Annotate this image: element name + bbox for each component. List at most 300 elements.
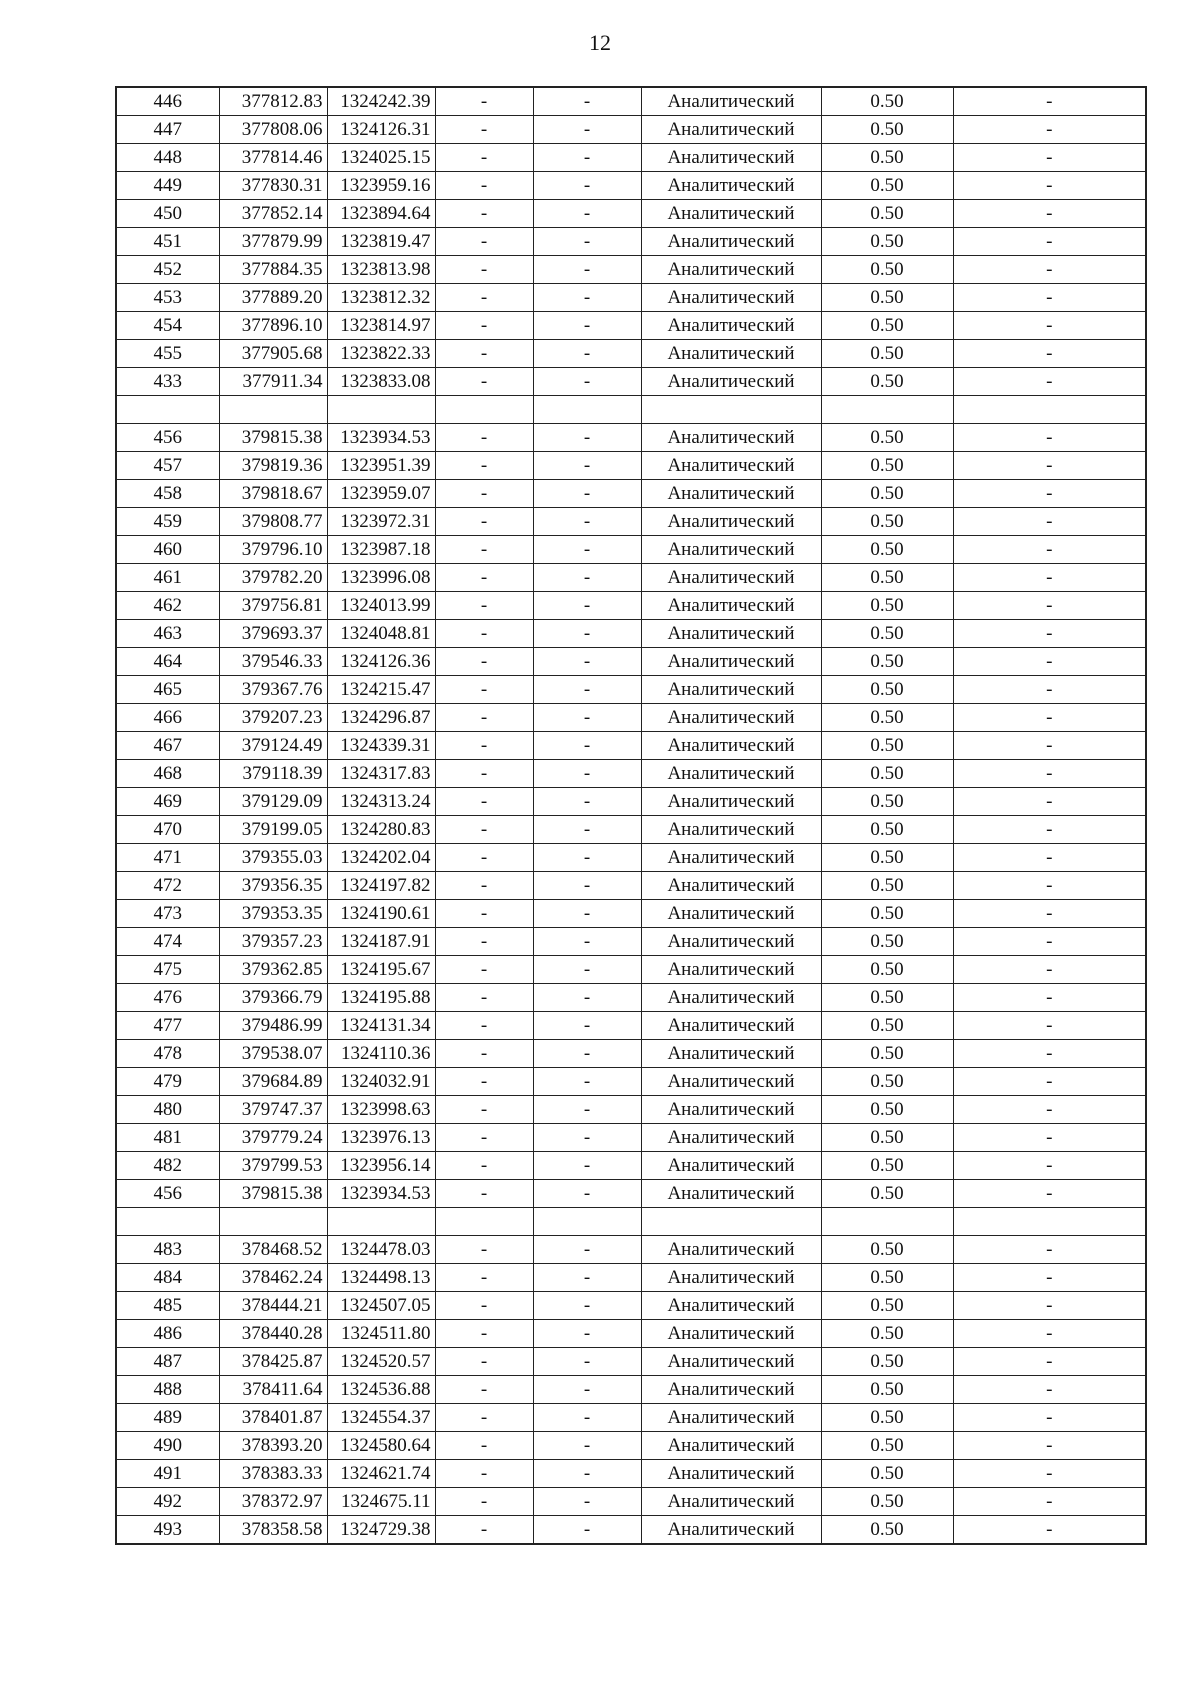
x-coordinate-cell: 379756.81 [219,592,327,620]
dash-cell: - [533,844,641,872]
dash-cell: - [953,1460,1146,1488]
accuracy-cell: 0.50 [821,732,953,760]
point-number-cell: 477 [116,1012,219,1040]
accuracy-cell: 0.50 [821,704,953,732]
dash-cell: - [435,1320,533,1348]
dash-cell: - [533,87,641,116]
point-number-cell: 466 [116,704,219,732]
table-row [116,1376,1146,1404]
accuracy-cell: 0.50 [821,648,953,676]
dash-cell: - [435,1180,533,1208]
dash-cell: - [953,564,1146,592]
point-number-cell: 472 [116,872,219,900]
page-number: 12 [589,30,611,55]
dash-cell: - [953,620,1146,648]
dash-cell: - [533,144,641,172]
dash-cell: - [435,760,533,788]
point-number-cell: 453 [116,284,219,312]
dash-cell [953,396,1146,424]
table-row [116,116,1146,144]
dash-cell: - [953,1236,1146,1264]
dash-cell: - [435,1096,533,1124]
y-coordinate-cell: 1324242.39 [327,87,435,116]
x-coordinate-cell: 379796.10 [219,536,327,564]
method-cell: Аналитический [641,1320,821,1348]
dash-cell: - [435,648,533,676]
point-number-cell: 447 [116,116,219,144]
point-number-cell: 446 [116,87,219,116]
y-coordinate-cell: 1323956.14 [327,1152,435,1180]
accuracy-cell: 0.50 [821,144,953,172]
x-coordinate-cell: 378444.21 [219,1292,327,1320]
x-coordinate-cell: 379779.24 [219,1124,327,1152]
method-cell: Аналитический [641,956,821,984]
dash-cell: - [953,900,1146,928]
dash-cell: - [953,872,1146,900]
dash-cell: - [435,1124,533,1152]
x-coordinate-cell: 379486.99 [219,1012,327,1040]
point-number-cell: 487 [116,1348,219,1376]
dash-cell: - [533,1516,641,1545]
y-coordinate-cell: 1323813.98 [327,256,435,284]
x-coordinate-cell: 379747.37 [219,1096,327,1124]
dash-cell: - [953,956,1146,984]
dash-cell: - [435,592,533,620]
dash-cell: - [435,1012,533,1040]
dash-cell: - [953,200,1146,228]
dash-cell: - [435,172,533,200]
y-coordinate-cell: 1323951.39 [327,452,435,480]
table-row [116,788,1146,816]
table-row [116,620,1146,648]
method-cell: Аналитический [641,788,821,816]
method-cell: Аналитический [641,1152,821,1180]
y-coordinate-cell: 1324215.47 [327,676,435,704]
dash-cell: - [435,536,533,564]
point-number-cell: 455 [116,340,219,368]
table-row [116,508,1146,536]
dash-cell: - [435,956,533,984]
dash-cell: - [533,816,641,844]
point-number-cell: 464 [116,648,219,676]
method-cell: Аналитический [641,732,821,760]
table-row [116,928,1146,956]
x-coordinate-cell: 377852.14 [219,200,327,228]
dash-cell: - [533,1488,641,1516]
dash-cell: - [953,928,1146,956]
y-coordinate-cell: 1323976.13 [327,1124,435,1152]
dash-cell: - [953,1432,1146,1460]
dash-cell: - [533,116,641,144]
table-row [116,564,1146,592]
method-cell: Аналитический [641,1432,821,1460]
dash-cell: - [533,284,641,312]
dash-cell: - [533,648,641,676]
point-number-cell: 473 [116,900,219,928]
y-coordinate-cell: 1323934.53 [327,424,435,452]
dash-cell: - [435,87,533,116]
dash-cell: - [953,1348,1146,1376]
x-coordinate-cell [219,1208,327,1236]
method-cell: Аналитический [641,340,821,368]
y-coordinate-cell: 1323987.18 [327,536,435,564]
y-coordinate-cell: 1324580.64 [327,1432,435,1460]
y-coordinate-cell: 1324507.05 [327,1292,435,1320]
x-coordinate-cell: 377889.20 [219,284,327,312]
dash-cell: - [435,1292,533,1320]
dash-cell: - [435,564,533,592]
table-row [116,872,1146,900]
accuracy-cell: 0.50 [821,844,953,872]
y-coordinate-cell: 1324195.67 [327,956,435,984]
dash-cell: - [435,1432,533,1460]
method-cell: Аналитический [641,312,821,340]
dash-cell: - [533,704,641,732]
y-coordinate-cell: 1323894.64 [327,200,435,228]
y-coordinate-cell: 1323934.53 [327,1180,435,1208]
point-number-cell: 485 [116,1292,219,1320]
accuracy-cell: 0.50 [821,1376,953,1404]
x-coordinate-cell: 379118.39 [219,760,327,788]
method-cell: Аналитический [641,200,821,228]
dash-cell: - [953,1040,1146,1068]
x-coordinate-cell: 379546.33 [219,648,327,676]
dash-cell: - [435,620,533,648]
point-number-cell: 459 [116,508,219,536]
accuracy-cell: 0.50 [821,676,953,704]
point-number-cell: 456 [116,424,219,452]
dash-cell: - [953,844,1146,872]
method-cell: Аналитический [641,452,821,480]
x-coordinate-cell: 378440.28 [219,1320,327,1348]
dash-cell: - [533,788,641,816]
y-coordinate-cell: 1324339.31 [327,732,435,760]
dash-cell: - [435,284,533,312]
dash-cell: - [435,1488,533,1516]
accuracy-cell [821,1208,953,1236]
dash-cell: - [533,732,641,760]
x-coordinate-cell: 378401.87 [219,1404,327,1432]
point-number-cell: 488 [116,1376,219,1404]
method-cell: Аналитический [641,424,821,452]
x-coordinate-cell: 379353.35 [219,900,327,928]
point-number-cell: 490 [116,1432,219,1460]
dash-cell: - [435,200,533,228]
point-number-cell: 491 [116,1460,219,1488]
dash-cell: - [533,1236,641,1264]
dash-cell: - [435,732,533,760]
point-number-cell: 457 [116,452,219,480]
method-cell: Аналитический [641,844,821,872]
dash-cell: - [533,872,641,900]
dash-cell: - [435,1068,533,1096]
table-row [116,1292,1146,1320]
y-coordinate-cell: 1324126.31 [327,116,435,144]
dash-cell: - [953,1096,1146,1124]
accuracy-cell: 0.50 [821,312,953,340]
table-row [116,1236,1146,1264]
point-number-cell: 489 [116,1404,219,1432]
point-number-cell: 493 [116,1516,219,1545]
point-number-cell: 448 [116,144,219,172]
x-coordinate-cell: 379782.20 [219,564,327,592]
dash-cell: - [953,1404,1146,1432]
y-coordinate-cell: 1323833.08 [327,368,435,396]
dash-cell: - [435,1236,533,1264]
dash-cell: - [533,1460,641,1488]
table-row [116,984,1146,1012]
accuracy-cell: 0.50 [821,1516,953,1545]
method-cell: Аналитический [641,256,821,284]
y-coordinate-cell: 1324729.38 [327,1516,435,1545]
point-number-cell: 460 [116,536,219,564]
accuracy-cell: 0.50 [821,1236,953,1264]
table-row [116,956,1146,984]
x-coordinate-cell: 379207.23 [219,704,327,732]
dash-cell: - [533,536,641,564]
dash-cell: - [533,368,641,396]
dash-cell: - [435,144,533,172]
table-row [116,648,1146,676]
dash-cell: - [953,1488,1146,1516]
point-number-cell: 451 [116,228,219,256]
dash-cell [435,396,533,424]
method-cell: Аналитический [641,284,821,312]
x-coordinate-cell: 377896.10 [219,312,327,340]
x-coordinate-cell: 377911.34 [219,368,327,396]
method-cell: Аналитический [641,144,821,172]
accuracy-cell: 0.50 [821,368,953,396]
y-coordinate-cell: 1324197.82 [327,872,435,900]
y-coordinate-cell: 1324202.04 [327,844,435,872]
table-row [116,200,1146,228]
y-coordinate-cell: 1323959.07 [327,480,435,508]
x-coordinate-cell: 379818.67 [219,480,327,508]
point-number-cell: 454 [116,312,219,340]
method-cell: Аналитический [641,620,821,648]
table-row [116,1516,1146,1545]
dash-cell: - [533,676,641,704]
dash-cell: - [953,368,1146,396]
point-number-cell: 449 [116,172,219,200]
separator-row [116,396,1146,424]
table-row [116,1068,1146,1096]
method-cell: Аналитический [641,676,821,704]
table-row [116,1320,1146,1348]
accuracy-cell: 0.50 [821,424,953,452]
dash-cell: - [953,536,1146,564]
dash-cell: - [533,1152,641,1180]
accuracy-cell: 0.50 [821,1348,953,1376]
dash-cell: - [953,760,1146,788]
x-coordinate-cell: 379362.85 [219,956,327,984]
y-coordinate-cell: 1324478.03 [327,1236,435,1264]
accuracy-cell: 0.50 [821,480,953,508]
dash-cell: - [435,928,533,956]
accuracy-cell: 0.50 [821,116,953,144]
accuracy-cell: 0.50 [821,1040,953,1068]
accuracy-cell: 0.50 [821,1096,953,1124]
table-row [116,1432,1146,1460]
accuracy-cell: 0.50 [821,956,953,984]
dash-cell: - [953,788,1146,816]
x-coordinate-cell: 379355.03 [219,844,327,872]
dash-cell: - [953,480,1146,508]
dash-cell: - [953,816,1146,844]
dash-cell: - [953,312,1146,340]
x-coordinate-cell [219,396,327,424]
y-coordinate-cell: 1324190.61 [327,900,435,928]
dash-cell: - [435,1404,533,1432]
accuracy-cell: 0.50 [821,1152,953,1180]
point-number-cell: 468 [116,760,219,788]
coordinates-table [115,86,1147,1545]
method-cell: Аналитический [641,1404,821,1432]
method-cell [641,396,821,424]
x-coordinate-cell: 379357.23 [219,928,327,956]
y-coordinate-cell: 1324554.37 [327,1404,435,1432]
method-cell: Аналитический [641,1012,821,1040]
table-row [116,1012,1146,1040]
y-coordinate-cell: 1324317.83 [327,760,435,788]
point-number-cell: 450 [116,200,219,228]
table-row [116,312,1146,340]
point-number-cell: 461 [116,564,219,592]
accuracy-cell: 0.50 [821,1068,953,1096]
accuracy-cell: 0.50 [821,1404,953,1432]
dash-cell: - [533,172,641,200]
accuracy-cell: 0.50 [821,1124,953,1152]
point-number-cell: 463 [116,620,219,648]
point-number-cell [116,396,219,424]
dash-cell: - [953,704,1146,732]
method-cell: Аналитический [641,564,821,592]
dash-cell: - [953,144,1146,172]
table-row [116,760,1146,788]
x-coordinate-cell: 379684.89 [219,1068,327,1096]
dash-cell: - [953,1264,1146,1292]
accuracy-cell: 0.50 [821,984,953,1012]
table-row [116,480,1146,508]
y-coordinate-cell: 1324313.24 [327,788,435,816]
accuracy-cell: 0.50 [821,452,953,480]
point-number-cell [116,1208,219,1236]
y-coordinate-cell: 1323822.33 [327,340,435,368]
table-row [116,1348,1146,1376]
dash-cell: - [435,984,533,1012]
dash-cell: - [435,368,533,396]
dash-cell [953,1208,1146,1236]
x-coordinate-cell: 379366.79 [219,984,327,1012]
table-row [116,1180,1146,1208]
dash-cell: - [953,508,1146,536]
y-coordinate-cell: 1324048.81 [327,620,435,648]
table-row [116,1264,1146,1292]
y-coordinate-cell: 1323998.63 [327,1096,435,1124]
accuracy-cell: 0.50 [821,592,953,620]
separator-row [116,1208,1146,1236]
y-coordinate-cell [327,1208,435,1236]
dash-cell [533,396,641,424]
x-coordinate-cell: 377814.46 [219,144,327,172]
method-cell: Аналитический [641,1236,821,1264]
dash-cell: - [953,1516,1146,1545]
table-row [116,256,1146,284]
x-coordinate-cell: 377884.35 [219,256,327,284]
dash-cell: - [435,844,533,872]
y-coordinate-cell: 1323996.08 [327,564,435,592]
point-number-cell: 471 [116,844,219,872]
x-coordinate-cell: 379199.05 [219,816,327,844]
point-number-cell: 474 [116,928,219,956]
table-row [116,592,1146,620]
dash-cell: - [435,424,533,452]
accuracy-cell: 0.50 [821,788,953,816]
accuracy-cell: 0.50 [821,284,953,312]
dash-cell: - [953,340,1146,368]
x-coordinate-cell: 379356.35 [219,872,327,900]
accuracy-cell: 0.50 [821,620,953,648]
dash-cell: - [953,984,1146,1012]
method-cell: Аналитический [641,1264,821,1292]
table-row [116,424,1146,452]
accuracy-cell: 0.50 [821,1292,953,1320]
dash-cell: - [533,1180,641,1208]
dash-cell: - [533,1040,641,1068]
x-coordinate-cell: 379815.38 [219,424,327,452]
dash-cell: - [953,87,1146,116]
y-coordinate-cell: 1324195.88 [327,984,435,1012]
point-number-cell: 458 [116,480,219,508]
table-row [116,676,1146,704]
method-cell: Аналитический [641,1068,821,1096]
x-coordinate-cell: 378372.97 [219,1488,327,1516]
method-cell: Аналитический [641,1516,821,1545]
point-number-cell: 465 [116,676,219,704]
accuracy-cell: 0.50 [821,87,953,116]
table-row [116,1124,1146,1152]
accuracy-cell: 0.50 [821,1432,953,1460]
dash-cell: - [533,228,641,256]
method-cell: Аналитический [641,1040,821,1068]
dash-cell: - [435,116,533,144]
dash-cell: - [953,1012,1146,1040]
point-number-cell: 475 [116,956,219,984]
point-number-cell: 486 [116,1320,219,1348]
dash-cell: - [435,1152,533,1180]
dash-cell: - [533,760,641,788]
dash-cell: - [435,508,533,536]
y-coordinate-cell: 1324187.91 [327,928,435,956]
method-cell: Аналитический [641,172,821,200]
point-number-cell: 433 [116,368,219,396]
y-coordinate-cell: 1324511.80 [327,1320,435,1348]
dash-cell: - [953,1320,1146,1348]
y-coordinate-cell: 1324131.34 [327,1012,435,1040]
point-number-cell: 469 [116,788,219,816]
dash-cell: - [953,1068,1146,1096]
dash-cell: - [953,732,1146,760]
x-coordinate-cell: 379693.37 [219,620,327,648]
y-coordinate-cell: 1324280.83 [327,816,435,844]
table-row [116,1404,1146,1432]
table-row [116,1152,1146,1180]
table-row [116,87,1146,116]
table-row [116,536,1146,564]
dash-cell: - [435,228,533,256]
point-number-cell: 492 [116,1488,219,1516]
dash-cell: - [435,340,533,368]
